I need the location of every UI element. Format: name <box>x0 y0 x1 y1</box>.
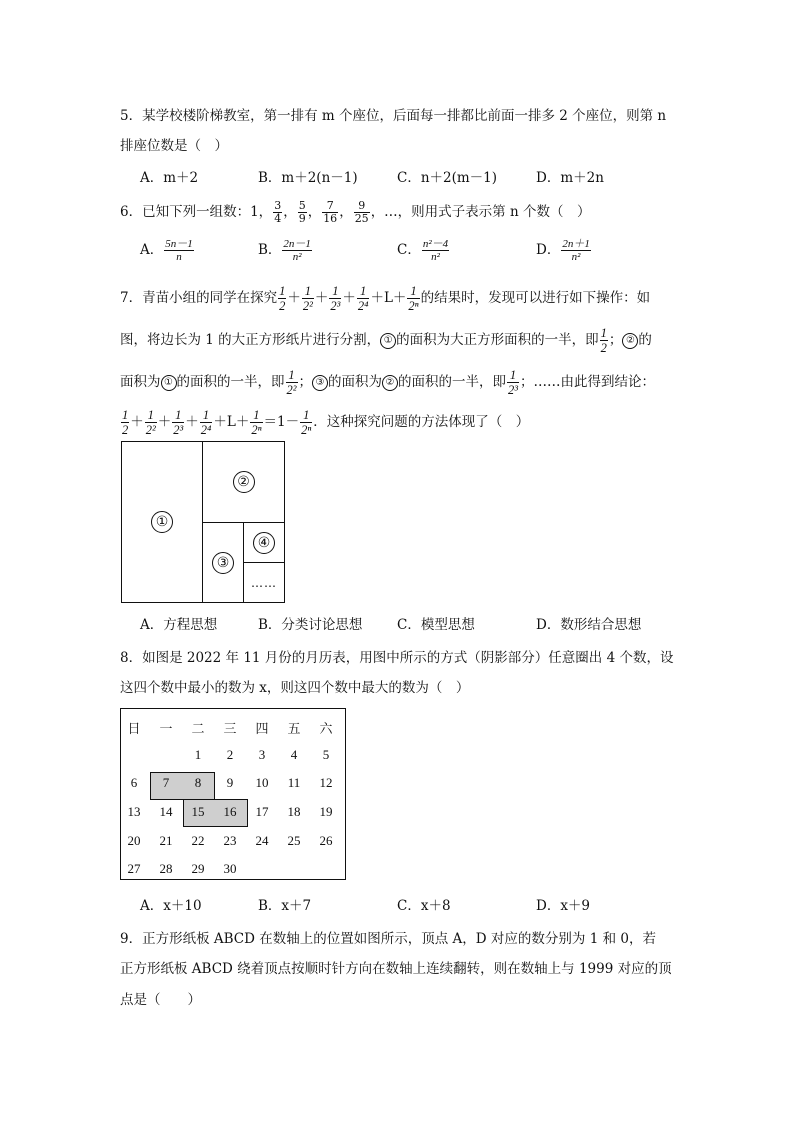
cal-day: 4 <box>290 747 298 762</box>
q7-option-b[interactable]: B．分类讨论思想 <box>258 617 363 633</box>
region-3: ③ <box>202 522 244 603</box>
q8-stem-line1: 8．如图是 2022 年 11 月份的月历表，用图中所示的方式（阴影部分）任意圈出 4 个数，设 <box>120 650 674 666</box>
q7-option-a[interactable]: A．方程思想 <box>140 617 218 633</box>
q6-prefix: 6．已知下列一组数：1， <box>120 204 273 220</box>
q8-stem-line2: 这四个数中最小的数为 x，则这四个数中最大的数为（ ） <box>120 680 470 696</box>
cal-day: 28 <box>159 861 173 876</box>
q6-term-1: $\frac{3}{4}$ <box>274 199 282 225</box>
cal-day: 6 <box>130 775 138 790</box>
cal-day: 10 <box>255 775 269 790</box>
region-rest: …… <box>243 562 285 603</box>
q5-stem-line1: 5．某学校楼阶梯教室，第一排有 m 个座位，后面每一排都比前面一排多 2 个座位，则第 n <box>120 108 667 124</box>
q5-option-b[interactable]: B．m＋2(n－1) <box>258 170 358 186</box>
cal-header: 四 <box>255 721 269 736</box>
cal-header: 五 <box>287 721 301 736</box>
q7-stem-line4: $\frac{1}{2}$ ＋ $\frac{1}{\text{2²}}$ ＋ $\frac{1}{\text{2³}}$ ＋ $\frac{1}{\text{2⁴}}$ ＋L＋ $\frac{1}{\text{2ⁿ}}$ ＝1－ $\frac{1}{\text{2ⁿ}}$ ．这种探究问题的方法体现了（ ） <box>122 408 530 437</box>
q7-square-figure <box>121 441 285 603</box>
q7-stem-line3: 面积为 ① 的面积的一半，即 $\frac{1}{\text{2²}}$ ； ③ 的面积为 ② 的面积的一半，即 $\frac{1}{\text{2³}}$ ；……由此得到结论： <box>120 368 655 397</box>
cal-day: 17 <box>255 804 269 819</box>
cal-day: 8 <box>194 775 202 790</box>
q8-option-a[interactable]: A．x＋10 <box>140 898 202 914</box>
cal-header: 三 <box>223 721 237 736</box>
cal-day: 9 <box>226 775 234 790</box>
cal-day: 25 <box>287 833 301 848</box>
q7-option-c[interactable]: C．模型思想 <box>397 617 475 633</box>
cal-day: 15 <box>191 804 205 819</box>
cal-day: 22 <box>191 833 205 848</box>
cal-day: 30 <box>223 861 237 876</box>
q8-option-d[interactable]: D．x＋9 <box>536 898 591 914</box>
cal-day: 26 <box>319 833 333 848</box>
region-4: ④ <box>243 522 285 563</box>
q6-suffix: ，…，则用式子表示第 n 个数（ ） <box>370 204 591 220</box>
q9-stem-line2: 正方形纸板 ABCD 绕着顶点按顺时针方向在数轴上连续翻转，则在数轴上与 1999 对应的顶 <box>120 961 672 977</box>
q8-option-c[interactable]: C．x＋8 <box>397 898 451 914</box>
cal-day: 16 <box>223 804 237 819</box>
cal-day: 5 <box>322 747 330 762</box>
q6-option-b[interactable]: B． $\frac{2n-1}{\text{n²}}$ <box>258 238 311 263</box>
q5-stem-line2: 排座位数是（ ） <box>120 138 228 154</box>
q6-option-a[interactable]: A． $\frac{5n-1}{n}$ <box>140 238 193 263</box>
region-1: ① <box>121 441 203 603</box>
cal-day: 13 <box>127 804 141 819</box>
cal-day: 18 <box>287 804 301 819</box>
cal-day: 29 <box>191 861 205 876</box>
cal-day: 3 <box>258 747 266 762</box>
cal-day: 14 <box>159 804 173 819</box>
q7-stem-line2: 图，将边长为 1 的大正方形纸片进行分割， ① 的面积为大正方形面积的一半，即 $\frac{1}{2}$ ； ② 的 <box>120 326 652 355</box>
q7-option-d[interactable]: D．数形结合思想 <box>536 617 642 633</box>
cal-header: 六 <box>319 721 333 736</box>
q9-stem-line3: 点是（ ） <box>120 992 201 1008</box>
cal-header: 一 <box>159 721 173 736</box>
cal-day: 12 <box>319 775 333 790</box>
q7-stem-line1: 7．青苗小组的同学在探究 $\frac{1}{2}$ ＋ $\frac{1}{\text{2²}}$ ＋ $\frac{1}{\text{2³}}$ ＋ $\frac{1}{\text{2⁴}}$ ＋L＋ $\frac{1}{\text{2ⁿ}}$ 的结果时，发现可以进行如下操作：如 <box>120 284 651 313</box>
cal-day: 23 <box>223 833 237 848</box>
cal-header: 日 <box>127 721 141 736</box>
cal-day: 20 <box>127 833 141 848</box>
q6-term-4: $\frac{9}{25}$ <box>354 199 369 225</box>
q6-option-c[interactable]: C． $\frac{\text{n²－4}}{\text{n²}}$ <box>397 238 449 263</box>
q6-stem: 6．已知下列一组数：1， $\frac{3}{4}$ ， $\frac{5}{9}$ ， $\frac{7}{16}$ ， $\frac{9}{25}$ ，…，则用式子表示第 n 个数（ ） <box>120 199 591 225</box>
cal-day: 1 <box>194 747 202 762</box>
q5-option-a[interactable]: A．m＋2 <box>140 170 199 186</box>
q6-option-d[interactable]: D． $\frac{2n+1}{\text{n²}}$ <box>536 238 590 263</box>
calendar-table <box>120 708 346 880</box>
cal-day: 21 <box>159 833 173 848</box>
q5-option-d[interactable]: D．m＋2n <box>536 170 604 186</box>
cal-day: 19 <box>319 804 333 819</box>
q5-option-c[interactable]: C．n＋2(m－1) <box>397 170 498 186</box>
q6-term-2: $\frac{5}{9}$ <box>298 199 306 225</box>
q9-stem-line1: 9．正方形纸板 ABCD 在数轴上的位置如图所示，顶点 A，D 对应的数分别为 1 和 0，若 <box>120 931 656 947</box>
cal-header: 二 <box>191 721 205 736</box>
cal-day: 27 <box>127 861 141 876</box>
cal-day: 11 <box>287 775 301 790</box>
region-2: ② <box>202 441 285 523</box>
q6-term-3: $\frac{7}{16}$ <box>323 199 338 225</box>
q8-option-b[interactable]: B．x＋7 <box>258 898 312 914</box>
cal-day: 24 <box>255 833 269 848</box>
cal-day: 2 <box>226 747 234 762</box>
cal-day: 7 <box>162 775 170 790</box>
